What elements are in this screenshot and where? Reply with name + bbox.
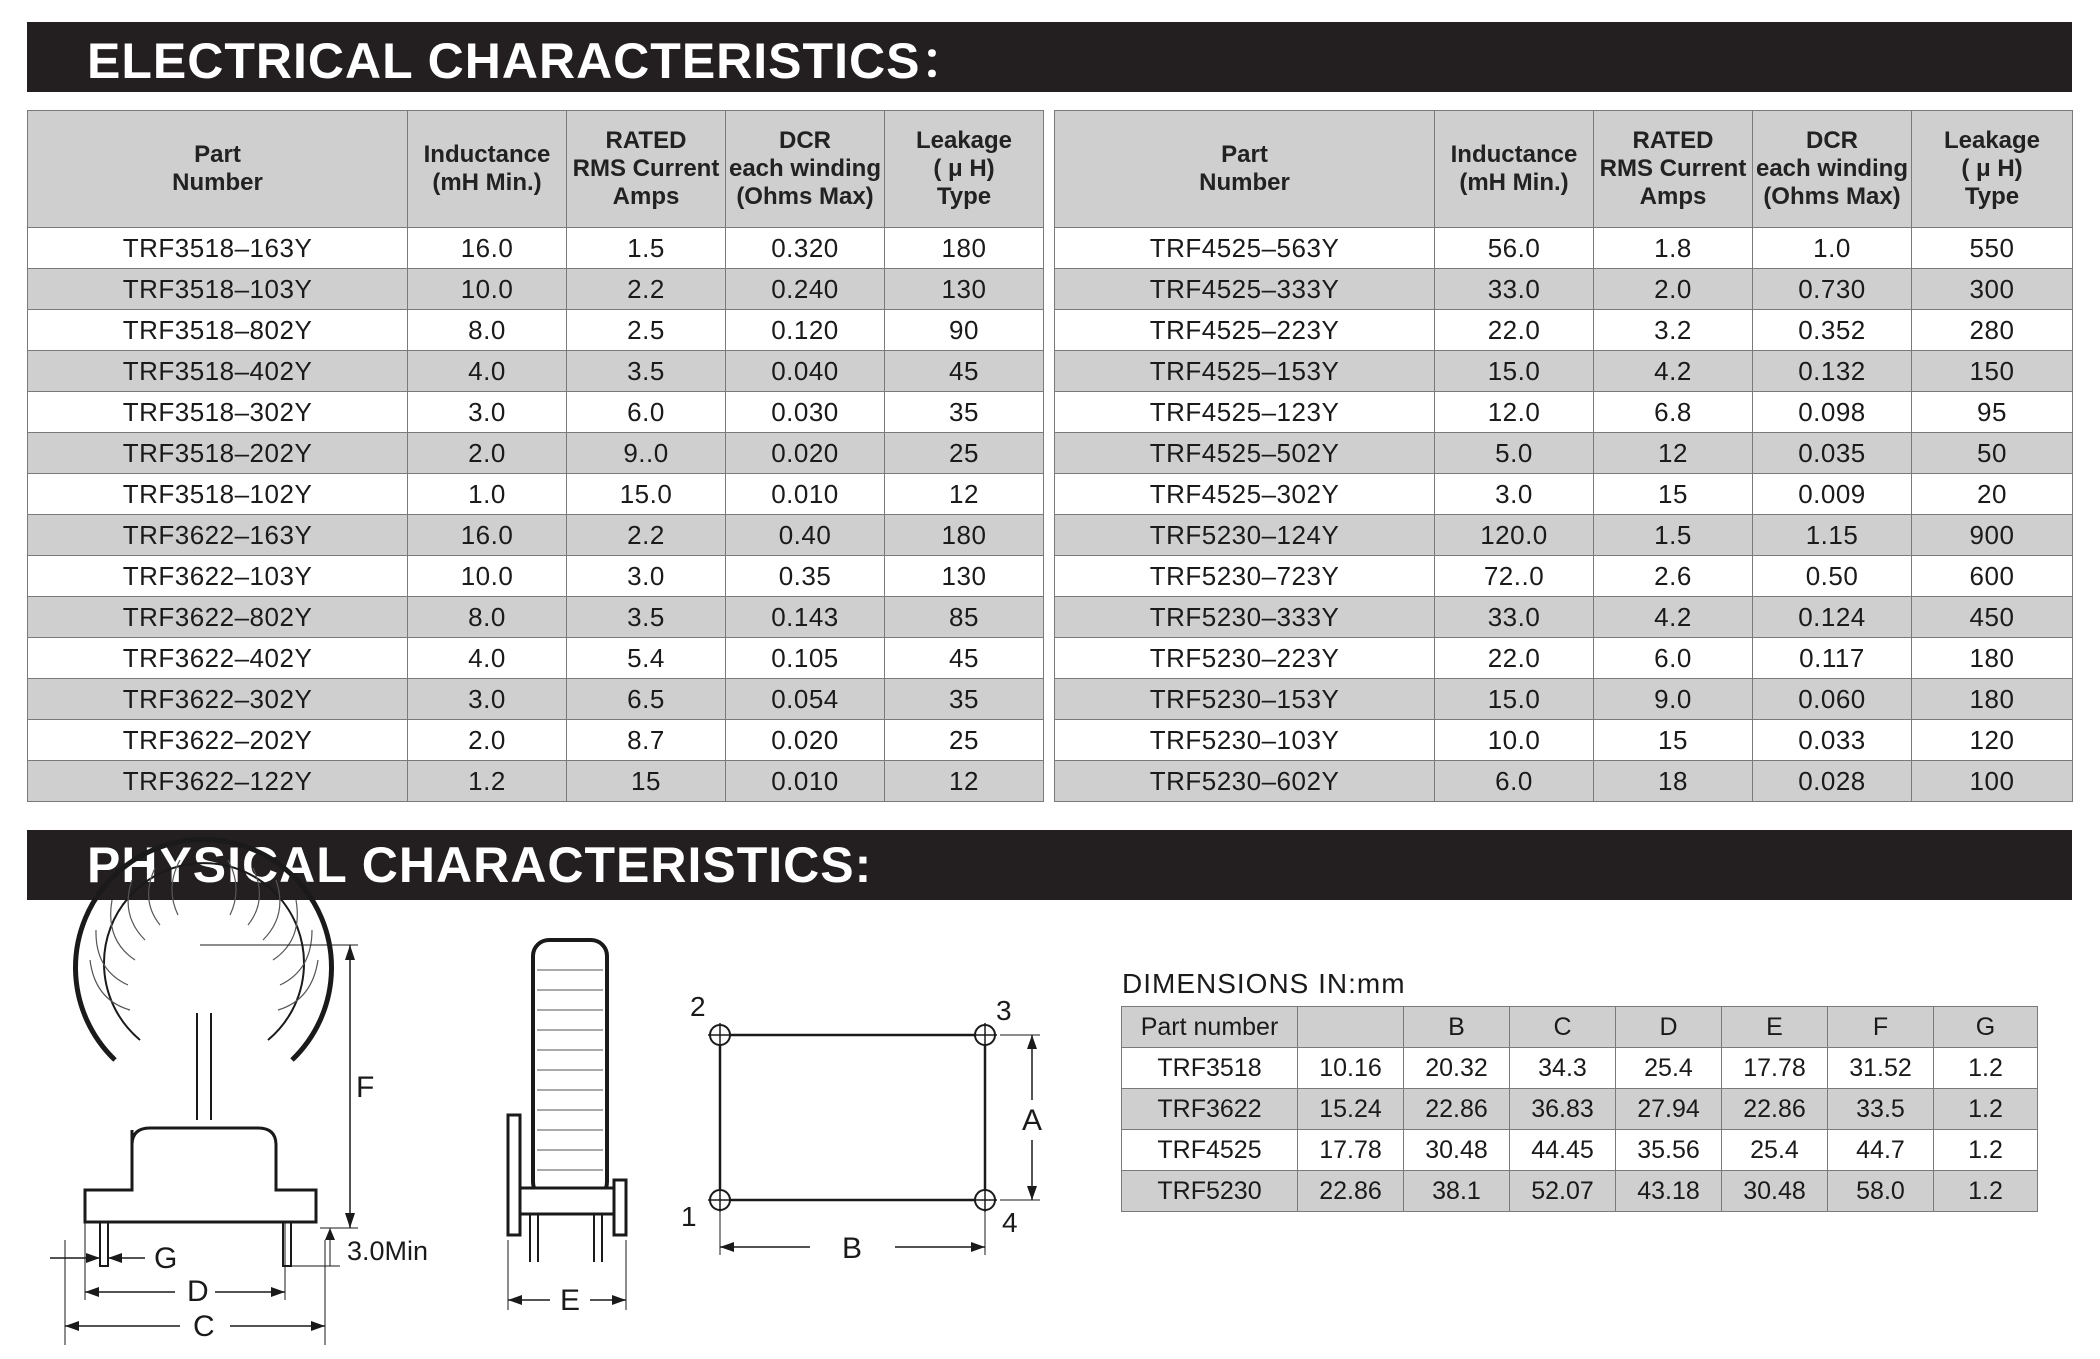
table-cell: 38.1 bbox=[1404, 1171, 1510, 1212]
table-cell: 43.18 bbox=[1616, 1171, 1722, 1212]
table-cell: 12 bbox=[885, 761, 1044, 802]
table-cell: 6.5 bbox=[567, 679, 726, 720]
table-cell: TRF5230 bbox=[1122, 1171, 1298, 1212]
table-cell: 900 bbox=[1912, 515, 2073, 556]
table-cell: 3.0 bbox=[408, 679, 567, 720]
table-row bbox=[1122, 1048, 2038, 1089]
table-cell: 2.5 bbox=[567, 310, 726, 351]
table-row bbox=[1122, 1171, 2038, 1212]
table-cell: 6.0 bbox=[1594, 638, 1753, 679]
table-cell: 8.0 bbox=[408, 597, 567, 638]
table-cell: TRF3518–302Y bbox=[28, 392, 408, 433]
table-cell: 550 bbox=[1912, 228, 2073, 269]
table-cell: TRF4525–153Y bbox=[1055, 351, 1435, 392]
label-g: G bbox=[154, 1242, 178, 1275]
table-cell: TRF3518 bbox=[1122, 1048, 1298, 1089]
table-cell: 0.030 bbox=[726, 392, 885, 433]
table-cell: 0.240 bbox=[726, 269, 885, 310]
table-cell: 16.0 bbox=[408, 515, 567, 556]
table-cell: TRF4525–302Y bbox=[1055, 474, 1435, 515]
table-cell: 15.0 bbox=[567, 474, 726, 515]
table-cell: 20 bbox=[1912, 474, 2073, 515]
dimensions-table bbox=[1121, 1006, 2038, 1212]
table-cell: 8.7 bbox=[567, 720, 726, 761]
table-cell: 85 bbox=[885, 597, 1044, 638]
table-cell: 3.2 bbox=[1594, 310, 1753, 351]
table-cell: 0.054 bbox=[726, 679, 885, 720]
toroid-front-view bbox=[50, 840, 358, 1345]
pin-1-label: 1 bbox=[681, 1201, 697, 1232]
table-cell: 90 bbox=[885, 310, 1044, 351]
table-cell: 1.0 bbox=[1753, 228, 1912, 269]
table-cell: 12 bbox=[885, 474, 1044, 515]
table-cell: 1.15 bbox=[1753, 515, 1912, 556]
header-part-number: Part Number bbox=[28, 111, 408, 228]
header-rated-current: RATED RMS Current Amps bbox=[567, 111, 726, 228]
table-cell: 1.5 bbox=[1594, 515, 1753, 556]
table-cell: 18 bbox=[1594, 761, 1753, 802]
table-cell: 6.0 bbox=[567, 392, 726, 433]
dimensions-caption: DIMENSIONS IN:mm bbox=[1122, 968, 1406, 999]
table-cell: 1.2 bbox=[1934, 1089, 2038, 1130]
table-cell: 4.2 bbox=[1594, 597, 1753, 638]
table-cell: 22.0 bbox=[1435, 310, 1594, 351]
table-cell: 17.78 bbox=[1298, 1130, 1404, 1171]
table-cell: 52.07 bbox=[1510, 1171, 1616, 1212]
table-cell: 17.78 bbox=[1722, 1048, 1828, 1089]
table-cell: 35 bbox=[885, 679, 1044, 720]
table-cell: 0.352 bbox=[1753, 310, 1912, 351]
label-c: C bbox=[193, 1310, 215, 1343]
header-inductance: Inductance (mH Min.) bbox=[408, 111, 567, 228]
pcb-layout-diagram bbox=[708, 1023, 1043, 1255]
table-cell: 35.56 bbox=[1616, 1130, 1722, 1171]
table-cell: 31.52 bbox=[1828, 1048, 1934, 1089]
label-f: F bbox=[356, 1071, 375, 1104]
dimensions-header-cell: B bbox=[1404, 1007, 1510, 1048]
table-cell: 120 bbox=[1912, 720, 2073, 761]
table-cell: 3.0 bbox=[1435, 474, 1594, 515]
table-cell: TRF5230–153Y bbox=[1055, 679, 1435, 720]
table-cell: 0.35 bbox=[726, 556, 885, 597]
table-cell: 44.45 bbox=[1510, 1130, 1616, 1171]
dimensions-header-cell: C bbox=[1510, 1007, 1616, 1048]
table-cell: 0.033 bbox=[1753, 720, 1912, 761]
table-cell: 16.0 bbox=[408, 228, 567, 269]
table-cell: TRF3518–402Y bbox=[28, 351, 408, 392]
table-cell: 3.5 bbox=[567, 351, 726, 392]
toroid-side-view bbox=[508, 940, 626, 1310]
table-row bbox=[1122, 1089, 2038, 1130]
table-cell: TRF4525 bbox=[1122, 1130, 1298, 1171]
table-cell: 0.028 bbox=[1753, 761, 1912, 802]
table-cell: 0.035 bbox=[1753, 433, 1912, 474]
table-cell: 25.4 bbox=[1722, 1130, 1828, 1171]
table-cell: 45 bbox=[885, 638, 1044, 679]
table-cell: 44.7 bbox=[1828, 1130, 1934, 1171]
table-cell: 0.009 bbox=[1753, 474, 1912, 515]
table-cell: 15.24 bbox=[1298, 1089, 1404, 1130]
table-cell: 0.132 bbox=[1753, 351, 1912, 392]
table-cell: TRF4525–123Y bbox=[1055, 392, 1435, 433]
table-cell: 130 bbox=[885, 269, 1044, 310]
table-cell: TRF3518–103Y bbox=[28, 269, 408, 310]
table-cell: 0.40 bbox=[726, 515, 885, 556]
table-cell: 1.8 bbox=[1594, 228, 1753, 269]
table-cell: TRF3518–202Y bbox=[28, 433, 408, 474]
table-cell: 20.32 bbox=[1404, 1048, 1510, 1089]
table-cell: 180 bbox=[885, 515, 1044, 556]
header-rated-current: RATED RMS Current Amps bbox=[1594, 111, 1753, 228]
table-cell: 0.320 bbox=[726, 228, 885, 269]
table-cell: 56.0 bbox=[1435, 228, 1594, 269]
table-cell: TRF3622–122Y bbox=[28, 761, 408, 802]
table-cell: 2.0 bbox=[1594, 269, 1753, 310]
table-cell: 33.0 bbox=[1435, 269, 1594, 310]
table-cell: 0.020 bbox=[726, 720, 885, 761]
table-cell: TRF4525–563Y bbox=[1055, 228, 1435, 269]
table-cell: 0.143 bbox=[726, 597, 885, 638]
table-cell: 0.060 bbox=[1753, 679, 1912, 720]
table-cell: 15.0 bbox=[1435, 351, 1594, 392]
table-cell: 4.0 bbox=[408, 638, 567, 679]
table-cell: 45 bbox=[885, 351, 1044, 392]
table-cell: 180 bbox=[1912, 679, 2073, 720]
table-cell: 150 bbox=[1912, 351, 2073, 392]
table-cell: 58.0 bbox=[1828, 1171, 1934, 1212]
physical-title: PHYSICAL CHARACTERISTICS: bbox=[87, 837, 873, 893]
table-cell: 180 bbox=[885, 228, 1044, 269]
table-cell: TRF3518–163Y bbox=[28, 228, 408, 269]
table-cell: 15 bbox=[1594, 474, 1753, 515]
table-cell: 22.86 bbox=[1722, 1089, 1828, 1130]
table-cell: TRF3622–302Y bbox=[28, 679, 408, 720]
table-cell: 34.3 bbox=[1510, 1048, 1616, 1089]
table-cell: 6.8 bbox=[1594, 392, 1753, 433]
label-d: D bbox=[187, 1275, 209, 1308]
dimensions-header-cell: F bbox=[1828, 1007, 1934, 1048]
header-inductance: Inductance (mH Min.) bbox=[1435, 111, 1594, 228]
table-cell: 22.86 bbox=[1404, 1089, 1510, 1130]
dimensions-header-cell bbox=[1298, 1007, 1404, 1048]
table-cell: 0.120 bbox=[726, 310, 885, 351]
table-cell: 95 bbox=[1912, 392, 2073, 433]
table-cell: 2.2 bbox=[567, 515, 726, 556]
table-cell: 2.0 bbox=[408, 720, 567, 761]
table-cell: TRF3622 bbox=[1122, 1089, 1298, 1130]
table-cell: TRF3518–102Y bbox=[28, 474, 408, 515]
label-b: B bbox=[842, 1232, 863, 1265]
pin-2-label: 2 bbox=[690, 991, 706, 1022]
table-cell: 8.0 bbox=[408, 310, 567, 351]
table-cell: TRF5230–602Y bbox=[1055, 761, 1435, 802]
table-cell: 15 bbox=[1594, 720, 1753, 761]
table-cell: 0.010 bbox=[726, 761, 885, 802]
table-cell: 1.2 bbox=[1934, 1048, 2038, 1089]
table-cell: TRF5230–223Y bbox=[1055, 638, 1435, 679]
table-cell: 0.010 bbox=[726, 474, 885, 515]
table-cell: TRF5230–124Y bbox=[1055, 515, 1435, 556]
table-cell: 25 bbox=[885, 720, 1044, 761]
label-e: E bbox=[560, 1284, 581, 1317]
table-cell: TRF5230–333Y bbox=[1055, 597, 1435, 638]
table-cell: 0.50 bbox=[1753, 556, 1912, 597]
table-cell: 2.0 bbox=[408, 433, 567, 474]
header-dcr: DCR each winding (Ohms Max) bbox=[726, 111, 885, 228]
table-cell: TRF3622–103Y bbox=[28, 556, 408, 597]
table-cell: 3.5 bbox=[567, 597, 726, 638]
table-cell: 22.86 bbox=[1298, 1171, 1404, 1212]
table-cell: 9.0 bbox=[1594, 679, 1753, 720]
table-cell: 50 bbox=[1912, 433, 2073, 474]
header-leakage: Leakage ( μ H) Type bbox=[885, 111, 1044, 228]
table-cell: 120.0 bbox=[1435, 515, 1594, 556]
table-cell: 0.730 bbox=[1753, 269, 1912, 310]
table-cell: 1.2 bbox=[1934, 1130, 2038, 1171]
table-cell: 0.098 bbox=[1753, 392, 1912, 433]
table-cell: 10.16 bbox=[1298, 1048, 1404, 1089]
electrical-title: ELECTRICAL CHARACTERISTICS： bbox=[87, 33, 972, 89]
table-cell: TRF3622–802Y bbox=[28, 597, 408, 638]
dimensions-header-cell: D bbox=[1616, 1007, 1722, 1048]
dimensions-header-cell: Part number bbox=[1122, 1007, 1298, 1048]
table-cell: 6.0 bbox=[1435, 761, 1594, 802]
table-cell: 72..0 bbox=[1435, 556, 1594, 597]
pin-4-label: 4 bbox=[1002, 1207, 1018, 1238]
table-cell: 12 bbox=[1594, 433, 1753, 474]
table-cell: 450 bbox=[1912, 597, 2073, 638]
pin-3-label: 3 bbox=[996, 995, 1012, 1026]
table-cell: 3.0 bbox=[567, 556, 726, 597]
table-cell: 12.0 bbox=[1435, 392, 1594, 433]
table-cell: 0.040 bbox=[726, 351, 885, 392]
table-cell: 10.0 bbox=[408, 269, 567, 310]
table-cell: TRF4525–333Y bbox=[1055, 269, 1435, 310]
table-cell: 10.0 bbox=[408, 556, 567, 597]
table-cell: 4.2 bbox=[1594, 351, 1753, 392]
table-cell: 130 bbox=[885, 556, 1044, 597]
table-cell: 33.5 bbox=[1828, 1089, 1934, 1130]
table-cell: TRF3518–802Y bbox=[28, 310, 408, 351]
dimensions-header-cell: E bbox=[1722, 1007, 1828, 1048]
table-cell: 1.2 bbox=[408, 761, 567, 802]
table-cell: 25.4 bbox=[1616, 1048, 1722, 1089]
table-row bbox=[1122, 1130, 2038, 1171]
table-cell: 27.94 bbox=[1616, 1089, 1722, 1130]
dimensions-header-row bbox=[1122, 1007, 2038, 1048]
table-cell: TRF3622–202Y bbox=[28, 720, 408, 761]
table-cell: 9..0 bbox=[567, 433, 726, 474]
table-cell: 4.0 bbox=[408, 351, 567, 392]
header-part-number: Part Number bbox=[1055, 111, 1435, 228]
table-cell: 600 bbox=[1912, 556, 2073, 597]
table-cell: 0.117 bbox=[1753, 638, 1912, 679]
table-cell: 2.6 bbox=[1594, 556, 1753, 597]
table-cell: TRF4525–502Y bbox=[1055, 433, 1435, 474]
table-cell: TRF3622–163Y bbox=[28, 515, 408, 556]
table-cell: 25 bbox=[885, 433, 1044, 474]
table-cell: 5.4 bbox=[567, 638, 726, 679]
table-cell: 100 bbox=[1912, 761, 2073, 802]
table-cell: 35 bbox=[885, 392, 1044, 433]
table-cell: 22.0 bbox=[1435, 638, 1594, 679]
table-cell: 30.48 bbox=[1404, 1130, 1510, 1171]
table-cell: TRF5230–723Y bbox=[1055, 556, 1435, 597]
table-cell: 280 bbox=[1912, 310, 2073, 351]
table-cell: TRF3622–402Y bbox=[28, 638, 408, 679]
table-cell: 33.0 bbox=[1435, 597, 1594, 638]
table-cell: 30.48 bbox=[1722, 1171, 1828, 1212]
table-cell: 180 bbox=[1912, 638, 2073, 679]
table-cell: TRF5230–103Y bbox=[1055, 720, 1435, 761]
table-cell: 36.83 bbox=[1510, 1089, 1616, 1130]
label-3-0-min: 3.0Min bbox=[347, 1236, 429, 1266]
dimensions-header-cell: G bbox=[1934, 1007, 2038, 1048]
table-cell: 15.0 bbox=[1435, 679, 1594, 720]
table-cell: 5.0 bbox=[1435, 433, 1594, 474]
table-cell: 300 bbox=[1912, 269, 2073, 310]
table-cell: 0.020 bbox=[726, 433, 885, 474]
label-a: A bbox=[1022, 1104, 1043, 1137]
table-cell: 10.0 bbox=[1435, 720, 1594, 761]
table-cell: TRF4525–223Y bbox=[1055, 310, 1435, 351]
header-leakage: Leakage ( μ H) Type bbox=[1912, 111, 2073, 228]
table-cell: 1.2 bbox=[1934, 1171, 2038, 1212]
table-cell: 1.0 bbox=[408, 474, 567, 515]
table-cell: 2.2 bbox=[567, 269, 726, 310]
table-cell: 0.124 bbox=[1753, 597, 1912, 638]
table-cell: 0.105 bbox=[726, 638, 885, 679]
table-cell: 1.5 bbox=[567, 228, 726, 269]
table-cell: 15 bbox=[567, 761, 726, 802]
table-cell: 3.0 bbox=[408, 392, 567, 433]
header-dcr: DCR each winding (Ohms Max) bbox=[1753, 111, 1912, 228]
